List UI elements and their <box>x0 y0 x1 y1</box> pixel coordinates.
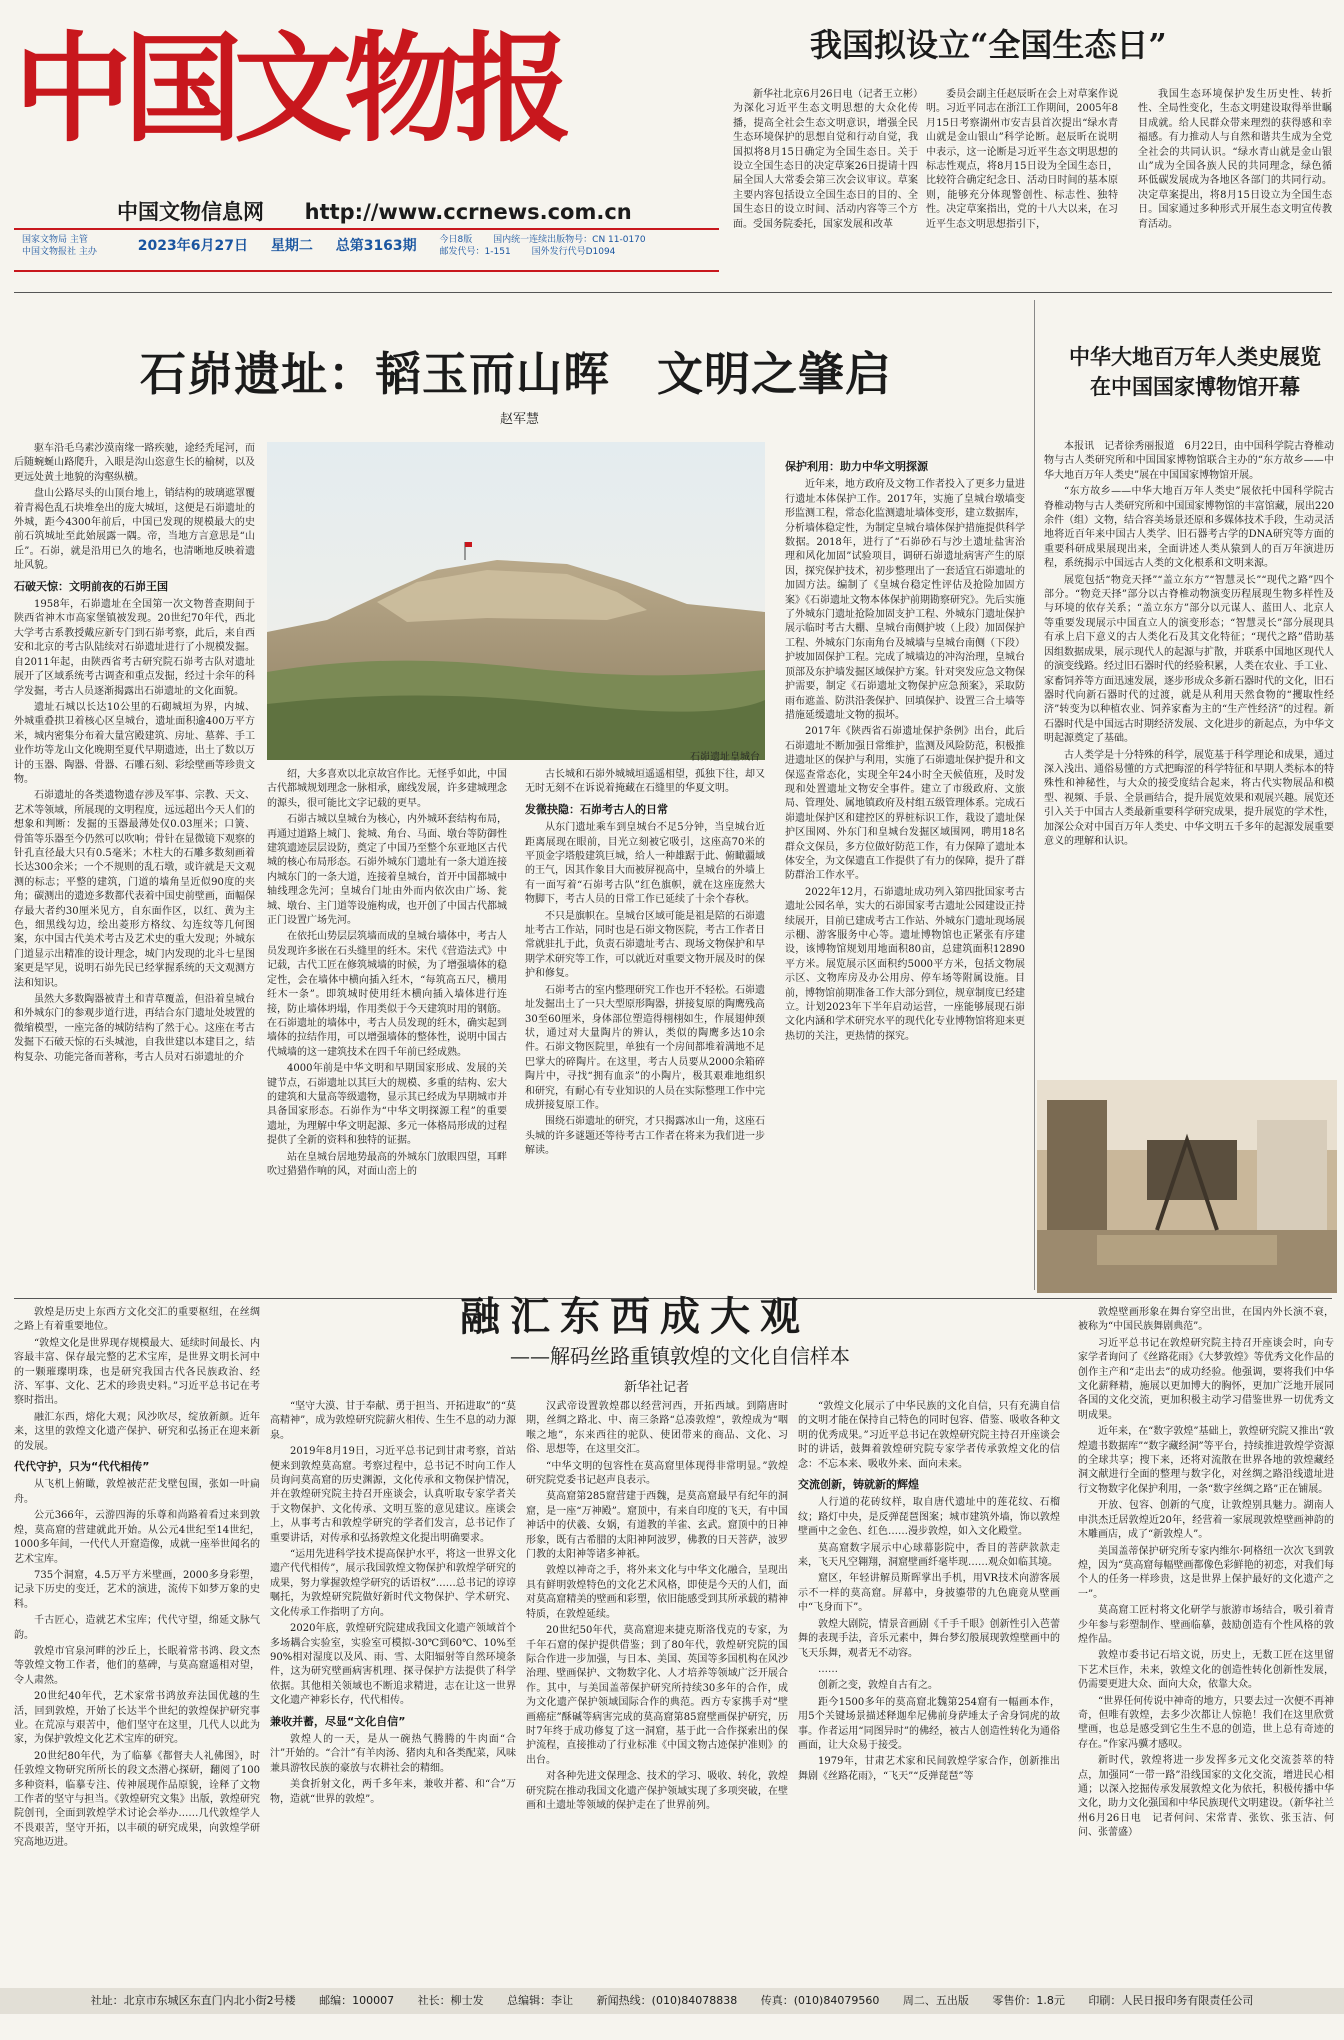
paragraph: 驱车沿毛乌素沙漠南缘一路疾驰，途经秃尾河，而后随蜿蜒山路爬升，入眼是沟山恣意生长的榆树，以及更远处黄土地貌的沟壑纵横。 <box>14 443 255 483</box>
exhibition-hall-image <box>1037 1080 1337 1293</box>
paragraph: 公元366年，云游四海的乐尊和尚路着看过来到敦煌，莫高窟的营建就此开始。从公元4世纪至14世纪，1000多年间，一代代人开窟造像，成就一座举世闻名的艺术宝库。 <box>14 1510 260 1565</box>
paragraph: 敦煌是历史上东西方文化交汇的重要枢纽，在丝绸之路上有着重要地位。 <box>14 1307 260 1333</box>
paragraph: 站在皇城台居地势最高的外城东门放眼四望，耳畔吹过猎猎作响的风，对面山峦上的 <box>267 1151 507 1177</box>
section-heading: 发微抉隐：石峁考古人的日常 <box>525 802 668 816</box>
paragraph: 展览包括“物竞天择”“盖立东方”“智慧灵长”“现代之路”四个部分。“物竞天择”部分以古脊椎动物演变历程展现生物多样性及与环境的依存关系；“盖立东方”部分以元谋人、蓝田人、北京人等重要发现展示中国直立人的演变形态；“智慧灵长”部分展现具有承上启下意义的古人类化石及其文化特征；“现代之路”借助基因组数据成果，展示现代人的起源与扩散，并联系中国地区现代人的演变线路。经过旧石器时代的经验积累，人类在农业、手工业、家畜饲养等方面迅速发展，逐步形成众多新石器时代的文化，旧石器时代向新石器时代的过渡，就是从利用天然食物的“攫取性经济”转变为以种植农业、饲养家畜为主的“生产性经济”的过程。新石器时代是中国远古时期经济发展、文化进步的新起点，为中华文明起源奠定了基础。 <box>1044 574 1334 745</box>
footer-price: 零售价：1.8元 <box>992 1994 1065 2007</box>
paragraph: 新华社北京6月26日电（记者王立彬）为深化习近平生态文明思想的大众化传播，提高全社会生态文明意识，增强全民生态环境保护的思想自觉和行动自觉，我国拟将8月15日确定为全国生态日。关于设立全国生态日的决定草案26日提请十四届全国人大常委会第三次会议审议。草案主要内容包括设立全国生态日的目的、全国生态日的设立时间、活动内容等三个方面。受国务院委托，国家发展和改革 <box>733 89 918 230</box>
paragraph: 不只是旗帜在。皇城台区域可能是祖是陪的石峁遗址考古工作站，同时也是石峁文物医院，考古工作者日常就驻扎于此，负责石峁遗址考古、现场文物保护和早期学术研究等工作，可以就近对重要文物开展及时的保护和修复。 <box>525 910 765 980</box>
paragraph: “运用先进科学技术提高保护水平，将这一世界文化遗产代代相传”，展示我国敦煌文物保护和敦煌学研究的成果，努力掌握敦煌学研究的话语权”……总书记的谆谆嘱托，为敦煌研究院做好新时代文物保护、学术研究、文化传承工作指明了方向。 <box>270 1549 516 1618</box>
issue-number: 总第3163期 <box>335 238 417 254</box>
sponsor-1: 国家文物局 主管 <box>22 235 88 245</box>
paragraph: “敦煌文化是世界现存规模最大、延续时间最长、内容最丰富、保存最完整的艺术宝库，是世界文明长河中的一颗璀璨明珠，也是研究我国古代各民族政治、经济、军事、文化、艺术的珍贵史料。”习近平总书记在考察时指出。 <box>14 1337 260 1407</box>
paragraph: 石峁考古的室内整理研究工作也开不轻松。石峁遗址发掘出土了一只大型原形陶器，拼接复原的陶鹰残高30至60厘米，身体部位塑造得栩栩如生，作展翅伸颈状，通过对大量陶片的辨认，类似的陶鹰多达10余件。石峁文物医院里，单独有一个房间都堆着满地不足巴掌大的碎陶片。在这里，考古人员要从2000余箱碎陶片中，寻找“拥有血亲”的小陶片，极其艰难地组织和研究，有耐心有专业知识的人员在实际整理工作中完成拼接复原工作。 <box>525 984 765 1111</box>
paragraph: “东方故乡——中华大地百万年人类史”展依托中国科学院古脊椎动物与古人类研究所和中国国家博物馆的丰富馆藏，展出220余件（组）文物，结合容美场景还原和多媒体技术手段，生动灵活地将近百年来中国古人类学、旧石器考古学的DNA研究等方面的重要科研成果展现出来，全面讲述人类从猿到人的百万年演进历程，系统揭示中国远古人类的文化根系和文明来源。 <box>1044 486 1334 570</box>
paragraph: 遗址石城以长达10公里的石砌城垣为界，内城、外城重叠拱卫着核心区皇城台，遗址面积逾400万平方米，城内密集分布着大量宫殿建筑、房址、墓葬、手工业作坊等龙山文化晚期至夏代早期遗迹，出土了数以万计的玉器、陶器、骨器、石雕石刻、彩绘壁画等珍贵文物。 <box>14 701 255 785</box>
footer-days: 周二、五出版 <box>902 1994 969 2007</box>
paragraph: “敦煌文化展示了中华民族的文化自信，只有充满自信的文明才能在保持自己特色的同时包容、借鉴、吸收各种文明的优秀成果。”习近平总书记在敦煌研究院主持召开座谈会时的讲话，鼓舞着敦煌研究院专家学者传承敦煌文化的信念：不忘本来、吸收外来、面向未来。 <box>798 1401 1060 1470</box>
site-name: 中国文物信息网 <box>117 200 264 224</box>
section-rule <box>14 292 1332 293</box>
paragraph: 新时代，敦煌将进一步发挥多元文化交流荟萃的特点，加强同“一带一路”沿线国家的文化交流，增进民心相通；以深入挖掘传承发展敦煌文化为依托，积极传播中华文化，助力文化强国和中华民族现代文明建设。（新华社兰州6月26日电 记者何问、宋常青、张钦、张玉洁、何问、张蕾盛） <box>1078 1755 1334 1839</box>
sponsor-2: 中国文物报社 主办 <box>22 247 97 257</box>
masthead-info <box>22 234 672 266</box>
paragraph: 本报讯 记者徐秀丽报道 6月22日，由中国科学院古脊椎动物与古人类研究所和中国国家博物馆联合主办的“东方故乡——中华大地百万年人类史”展在中国国家博物馆开展。 <box>1044 441 1334 481</box>
feature-col-5 <box>1078 1306 1334 1980</box>
paragraph: 古长城和石峁外城城垣遥遥相望，孤独下往，却又无时无刻不在诉说着掩藏在石缝里的华夏文明。 <box>525 769 765 795</box>
paragraph: 盘山公路尽头的山顶台地上，销结构的玻璃遮罩覆着青褐色乱石块堆垒出的庞大城垣，这便是石峁遗址的外城，距今4300年前后，中国已发现的规模最大的史前石筑城址至此始展露一隅。帝，当地方言意思是“山丘”。石峁，就是沿用已久的地名，也清晰地反映着遗址风貌。 <box>14 488 255 572</box>
paragraph: 敦煌市官泉河畔的沙丘上，长眠着常书鸿、段文杰等敦煌文物工作者，他们的墓碑，与莫高窟遥相对望，令人肃然。 <box>14 1645 260 1686</box>
paragraph: 对各种先进文保理念、技术的学习、吸收、转化，敦煌研究院在推动我国文化遗产保护领域实现了多项突破，在壁画和土遗址等领域的保护走在了世界前列。 <box>526 1771 788 1811</box>
paragraph: 人行道的花砖纹样，取自唐代遗址中的莲花纹、石榴纹；路灯中央，是反弹琵琶图案；城市建筑外墙，饰以敦煌壁画中之金色、红色……漫步敦煌，如入文化殿堂。 <box>798 1497 1060 1538</box>
paragraph: 石峁遗址的各类遗物遗存涉及军事、宗教、天文、艺术等领域，所展现的文明程度，远远超出今天人们的想象和判断：发掘的玉器最薄处仅0.03厘米；口簧、骨笛等乐器至今仍然可以吹响；骨针在显微镜下观察的针孔直径最大只有0.5毫米；木柱大的石雕多数刻画着长达300余米；一个不规则的乱石墩，或许就是天文观测的标志；平整的建筑，门道的墙角呈近似90度的夹角；碳测出的遗迹多数都代表着中国史前壁画，面幅保存最大者约30厘米见方，自东面作区，以红、黄为主色，细黑线勾边，绘出菱形方格纹、勾连纹等几何图案，东中国古代美术考古及艺术史的重大发现；外城东门道显示出精准的设计理念，城门内发现的北斗七星图案更是罕见，说明石峁先民已经掌握系统的天文观测方法和知识。 <box>14 790 255 989</box>
newspaper-logo: 中国文物报 <box>14 19 565 158</box>
paragraph: 围绕石峁遗址的研究，才只揭露冰山一角，这座石头城的许多谜题还等待考古工作者在将来为我们进一步解读。 <box>525 1116 765 1157</box>
paragraph: 莫高窟数字展示中心球幕影院中，香目的菩萨款款走来，飞天凡空翱翔，洞窟壁画纤毫毕现……观众如临其境。 <box>798 1542 1060 1569</box>
footer-editor: 总编辑：李让 <box>507 1994 574 2007</box>
site-line <box>117 196 632 226</box>
main-story-author: 赵军慧 <box>500 412 540 427</box>
paragraph: 美国盖蒂保护研究所专家内维尔·阿格纽一次次飞到敦煌，因为“莫高窟每幅壁画都像色彩鲜艳的初恋，对我们每个人的任务一样珍贵，这是世界上保护最好的文化遗产之一”。 <box>1078 1545 1334 1600</box>
section-heading: 交流创新，铸就新的辉煌 <box>798 1478 919 1492</box>
paragraph: 融汇东西，熔化大观；风沙吹尽，绽放新颜。近年来，这里的敦煌文化遗产保护、研究和弘扬正在迎来新的发展。 <box>14 1411 260 1452</box>
photo-caption: 石峁遗址皇城台 <box>690 752 760 763</box>
side-story-title: 中华大地百万年人类史展览在中国国家博物馆开幕 <box>1069 344 1321 399</box>
paragraph: 从东门遗址乘车到皇城台不足5分钟，当皇城台近距离展现在眼前，目光立刻被它吸引，这座高70米的平顶金字塔般建筑巨城，给人一种雄踞于此、俯瞰疆域的王气，因其作象目大而被屏视高中，皇城台的外墙上有一面写着“石峁考古队”红色旗帜，就在这座庞然大物脚下，考古人员的日常工作已延续了十余个春秋。 <box>525 822 765 906</box>
cn-code: 国内统一连续出版物号：CN 11-0170 <box>493 235 646 245</box>
feature-col-1 <box>14 1306 260 1980</box>
paragraph: 4000年前是中华文明和早期国家形成、发展的关键节点，石峁遗址以其巨大的规模、多重的结构、宏大的建筑和大量高等级遗物，显示其已经成为早期城市并具备国家形态。石峁作为“中华文明探源工程”的重要遗址，为理解中华文明起源、多元一体格局形成的过程提供了全新的资料和独特的证据。 <box>267 1063 507 1147</box>
paragraph: 千古匠心，造就艺术宝库；代代守望，绵延文脉气韵。 <box>14 1615 260 1641</box>
masthead-rule-bottom <box>14 270 719 272</box>
paragraph: 20世纪80年代，为了临摹《都督夫人礼佛图》，时任敦煌文物研究所所长的段文杰潜心探研，翻阅了100多种资料，临摹专注、传神展现作品原貌，诠释了文物工作者的坚守与担当。《敦煌研究文集》出版，敦煌研究院创刊，全面到敦煌学术讨论会举办……几代敦煌学人不畏艰苦，坚守开拓，以丰硕的研究成果，向敦煌学研究高地迈进。 <box>14 1750 260 1849</box>
paragraph: 绍，大多喜欢以北京故宫作比。无怪乎如此，中国古代都城规划理念一脉相承，廊线发展，许多建城理念的源头，很可能比文字记载的更早。 <box>267 769 507 809</box>
paragraph: 敦煌市委书记石培文说，历史上，无数工匠在这里留下艺术巨作，未来，敦煌文化的创造性转化创新性发展，仍需要更进大众、面向大众，依靠大众。 <box>1078 1650 1334 1691</box>
exhibition-photo <box>1037 1080 1337 1293</box>
paragraph: 从飞机上俯瞰，敦煌被茫茫戈壁包围，张如一叶扁舟。 <box>14 1479 260 1505</box>
main-story-title: 石峁遗址：韬玉而山晖 文明之肇启 <box>140 347 892 401</box>
top-story-col-1 <box>733 88 918 280</box>
main-story-col-3 <box>525 768 765 1292</box>
paragraph: 敦煌壁画形象在舞台穿空出世，在国内外长演不衰，被称为“中国民族舞剧典范”。 <box>1078 1307 1334 1333</box>
side-story-body <box>1044 440 1334 1070</box>
paragraph: 2022年12月，石峁遗址成功列入第四批国家考古遗址公园名单，实大的石峁国家考古遗址公园建设正持续展开，目前已建成考古工作站、外城东门遗址现场展示棚、游客服务中心等。遗址博物馆也正紧张有序建设，该博物馆规划用地面积80亩，总建筑面积12890平方米。展览展示区面积约5000平方米，包括文物展示区、文物库房及办公用房、停车场等附属设施。目前，博物馆前期准备工作大部分到位，规章制度已经建立。计划2023年下半年启动运营，一座能够展现石峁文化内涵和学术研究水平的现代化专业博物馆将迎来更热切的关注，更热情的探究。 <box>785 886 1025 1042</box>
paragraph: “坚守大漠、甘于奉献、勇于担当、开拓进取”的“莫高精神”，成为敦煌研究院薪火相传、生生不息的动力源泉。 <box>270 1401 516 1441</box>
paragraph: 汉武帝设置敦煌郡以经营河西，开拓西域。到隋唐时期，丝绸之路北、中、南三条路“总凑敦煌”，敦煌成为“咽喉之地”，东来西往的驼队、使团带来的商品、文化、习俗、思想等，在这里交汇。 <box>526 1401 788 1456</box>
paragraph: 古人类学是十分特殊的科学，展览基于科学理论和成果，通过深入浅出、通俗易懂的方式把晦涩的科学特征和早期人类标本的特殊性和神秘性，与大众的接受度结合起来，将古代实物展品和模型、视频、手景、全景画结合，提升展览效果和观展兴趣。展览还引入关于中国古人类最新重要科学研究成果，提升展览的学术性，加深公众对中国百万年人类史、中华文明五千多年的起源发展重要意义的理解和认识。 <box>1044 749 1334 847</box>
paragraph: 在依托山势层层筑墙而成的皇城台墙体中，考古人员发现许多嵌在石头缝里的纴木。宋代《营造法式》中记载，古代工匠在修筑城墙的时候，为了增强墙体的稳定性，会在墙体中横向插入纴木，“每筑高五尺，横用纴木一条”。即筑城时使用纴木横向插入墙体进行连接，防止墙体坍塌，作用类似于今天建筑时用的钢筋。在石峁遗址的墙体中，考古人员发现的纴木，确实起到墙体的拉结作用，可以增强墙体的整体性，说明中国古代城墙的这一建筑技术在四千年前已经成熟。 <box>267 931 507 1058</box>
paragraph: 习近平总书记在敦煌研究院主持召开座谈会时，向专家学者询问了《丝路花雨》《大梦敦煌》等优秀文化作品的创作主产和“走出去”的成功经验。他强调，要将我们中华文化薪释精，施展以更加博大的胸怀，更加广泛地开展同各国的文化交流，更加积极主动学习借鉴世界一切优秀文明成果。 <box>1078 1337 1334 1421</box>
paragraph: 近年来，在“数字敦煌”基础上，敦煌研究院又推出“敦煌遗书数据库”“数字藏经洞”等平台，持续推进敦煌学资源的全球共享；搜下来，还将对流散在世界各地的敦煌藏经洞文献进行全面的整理与数字化，对丝绸之路沿线遗址进行文物数字化保护利用，一条“数字丝绸之路”正在铺展。 <box>1078 1426 1334 1495</box>
footer-address: 社址：北京市东城区东直门内北小街2号楼 <box>90 1994 296 2007</box>
paragraph: 2019年8月19日，习近平总书记到甘肃考察，首站便来到敦煌莫高窟。考察过程中，总书记不时向工作人员询问莫高窟的历史渊源，文化传承和文物保护情况，并在敦煌研究院主持召开座谈会，认真听取专家学者关于文物保护、文化传承、文明互鉴的意见建议。座谈会上，从事考古和敦煌学研究的学者们发言，总书记作了重要讲话，对传承和弘扬敦煌文化提出明确要求。 <box>270 1446 516 1544</box>
publication-codes <box>440 234 664 258</box>
feature-author: 新华社记者 <box>624 1380 690 1395</box>
paragraph: 我国生态环境保护发生历史性、转折性、全局性变化，生态文明建设取得举世瞩目成就。给人民群众带来理烈的获得感和幸福感。有力推动人与自然和谐共生成为全党全社会的共同认识。“绿水青山就是金山银山”成为全国各族人民的共同理念，绿色循环低碳发展成为各地区各部门的共同行动。决定草案提出，将8月15日设立为全国生态日。国家通过多种形式开展生态文明宣传教育活动。 <box>1138 89 1332 230</box>
footer-president: 社长：柳士发 <box>417 1994 484 2007</box>
paragraph: 20世纪50年代，莫高窟迎来捷克斯洛伐克的专家，为千年石窟的保护提供借鉴；到了80年代，敦煌研究院的国际合作进一步加强，与日本、美国、英国等多国机构在风沙治理、壁画保护、文物数字化、人才培养等领域广泛开展合作。其中，与美国盖蒂保护研究所持续30多年的合作，成为文化遗产保护领域国际合作的典范。西方专家携手对“壁画癌症”酥碱等病害完成的莫高窟第85窟壁画保护研究，历时7年终于成功修复了这一洞窟，基于此一合作探索出的保护流程，直接推动了行业标准《中国文物古迹保护准则》的出台。 <box>526 1625 788 1766</box>
footer-postcode: 邮编：100007 <box>319 1994 395 2007</box>
main-story-col-1 <box>14 442 255 1292</box>
site-url[interactable]: http://www.ccrnews.com.cn <box>304 200 632 224</box>
paragraph: 委员会副主任赵辰昕在会上对草案作说明。习近平同志在浙江工作期间，2005年8月15日考察湖州市安吉县首次提出“绿水青山就是金山银山”科学论断。赵辰昕在说明中表示，这一论断是习近平生态文明思想的标志性观点，将8月15日设为全国生态日，比较符合确定纪念日、活动日时间的基本原则，能够充分体现警创性、标志性、独特性。决定草案指出，党的十八大以来，在习近平生态文明思想指引下， <box>926 89 1118 230</box>
paragraph: 莫高窟工匠村将文化研学与旅游市场结合，吸引着青少年参与彩塑制作、壁画临摹，鼓励创造有个性风格的敦煌作品。 <box>1078 1605 1334 1645</box>
feature-col-2 <box>270 1400 516 1980</box>
footer-printer: 印刷：人民日报印务有限责任公司 <box>1088 1994 1254 2007</box>
top-story-col-3 <box>1138 88 1332 280</box>
paragraph: “世界任何传说中神奇的地方，只要去过一次便不再神奇，但唯有敦煌，去多少次都让人惊艳！我们在这里欣赏壁画，也总是感受到它生生不息的创造，世上总有奇迹的存在。”作家冯骥才感叹。 <box>1078 1695 1334 1750</box>
paragraph: 2017年《陕西省石峁遗址保护条例》出台，此后石峁遗址不断加强日常维护，监测及风险防范，积极推进遗址区的保护与利用，实施了石峁遗址保护提升和文保巡查常态化，实现全年24小时全天候值班，及时发现和处置遗址文物安全事件。建立了市级政府、文旅局、管理处、属地镇政府及村组五级管理体系。完成石峁遗址保护区和建控区的界桩标识工作，栽设了遗址保护区围网、外东门和皇城台发掘区域围网，聘用18名群众文保员，多方位做好防范工作，有力保障了遗址本体安全，为文保遗直工作提供了有力的保障，提升了群防群治工作水平。 <box>785 726 1025 882</box>
issue-weekday: 星期二 <box>270 238 313 254</box>
paragraph: “中华文明的包容性在莫高窟里体现得非常明显。”敦煌研究院党委书记赵声良表示。 <box>526 1460 788 1487</box>
paragraph: 石峁古城以皇城台为核心，内外城环套结构布局，再通过道路上城门、瓮城、角台、马面、墩台等防御性建筑遗迹层层设防，奠定了中国乃至整个东亚地区古代城的核心布局形态。石峁外城东门遗址有一条大道连接内城东门的一条大道，连接着皇城台，首开中国都城中轴线理念先河；皇城台门址由外而内依次由广场、瓮城、墩台、主门道等设施构成，也开创了中国古代都城正门设置广场先河。 <box>267 814 507 927</box>
sponsors <box>22 234 115 258</box>
section-heading: 石破天惊：文明前夜的石峁王国 <box>14 579 168 593</box>
issue-date: 2023年6月27日 <box>137 238 248 254</box>
paragraph: …… <box>818 1663 838 1675</box>
paragraph: 开放、包容、创新的气度，让敦煌别具魅力。湖南人申洪杰迁居敦煌近20年，经营着一家展现敦煌壁画神韵的木雕画店，成了“新敦煌人”。 <box>1078 1500 1334 1541</box>
paragraph: 1979年，甘肃艺术家和民间敦煌学家合作，创新推出舞剧《丝路花雨》，“飞天”“反弹琵琶”等 <box>798 1756 1060 1782</box>
top-story-col-2 <box>926 88 1118 280</box>
paragraph: 美食折射文化，两千多年来，兼收并蓄、和“合”万物，造就“世界的敦煌”。 <box>270 1779 516 1805</box>
main-story-col-4 <box>785 454 1025 1292</box>
paragraph: 20世纪40年代，艺术家常书鸿放弃法国优越的生活，回到敦煌，开始了长达半个世纪的敦煌保护研究事业。在荒凉与艰苦中，他们坚守在这里，几代人以此为家，为保护敦煌文化艺术宝库的研究。 <box>14 1691 260 1746</box>
masthead <box>14 14 574 164</box>
feature-col-3 <box>526 1400 788 1980</box>
site-photo <box>267 442 765 760</box>
column-rule <box>1034 300 1035 1290</box>
masthead-rule <box>14 228 719 230</box>
page-count: 今日8版 <box>439 235 473 245</box>
paragraph: 敦煌人的一天，是从一碗热气腾腾的牛肉面“合汁”开始的。“合汁”有羊肉汤、猪肉丸和各类配菜，风味兼具游牧民族的豪放与农耕社会的精细。 <box>270 1733 516 1774</box>
footer-news-tel: 新闻热线：(010)84078838 <box>596 1994 738 2007</box>
paragraph: 1958年，石峁遗址在全国第一次文物普查期间于陕西省神木市高家堡镇被发现。20世纪70年代，西北大学考古系教授戴应新专门到石峁考察，此后，来自西安和北京的考古队陆续对石峁遗址进行了小规模发掘。自2011年起，由陕西省考古研究院石峁考古队对遗址展开了区域系统考古调查和重点发掘，经过十余年的科学发掘，考古人员逐渐揭露出石峁遗址的文化面貌。 <box>14 599 255 697</box>
footer <box>0 1988 1344 2014</box>
footer-fax: 传真：(010)84079560 <box>760 1994 880 2007</box>
paragraph: 2020年底，敦煌研究院建成我国文化遗产领域首个多场耦合实验室，实验室可模拟-30℃到60℃、10%至90%相对湿度以及风、雨、雪、太阳辐射等自然环境条件，这为研究壁画病害机理、探寻保护方法提供了科学依据。其他相关领域也不断追求精进，志在让这一世界文化遗产神彩长存，代代相传。 <box>270 1623 516 1707</box>
paragraph: 创新之变，敦煌自古有之。 <box>818 1680 938 1692</box>
paragraph: 距今1500多年的莫高窟北魏第254窟有一幅画本作，用5个关键场景描述释迦牟尼佛前身萨埵太子舍身饲虎的故事。作者运用“同图异时”的佛经，被古人创造性转化为通俗画面，让大众易于接受。 <box>798 1696 1060 1751</box>
paragraph: 虽然大多数陶器被青土和青草覆盖，但沿着皇城台和外城东门的参观步道行进，再结合东门遗址处坡置的微缩模型，一座完备的城防结构了然于心。这座在考古发掘下石破天惊的石头城池，自我世建以本建目之，结构复杂、功能完备而著称，考古人员对石峁遗址的介 <box>14 994 255 1063</box>
post-code: 邮发代号：1-151 <box>439 247 511 257</box>
main-story-col-2 <box>267 768 507 1292</box>
paragraph: 敦煌大剧院，情景音画剧《千手千眼》创新性引入芭蕾舞的表现手法，音乐元素中，舞台梦幻般展现敦煌壁画中的飞天乐舞，观者无不动容。 <box>798 1618 1060 1659</box>
feature-title: 融汇东西成大观 <box>460 1293 810 1340</box>
paragraph: 窟区，年轻讲解员斯晖掌出手机，用VR技术向游客展示不一样的莫高窟。屏幕中，身披鎏带的九色鹿竟从壁画中“飞身而下”。 <box>798 1573 1060 1614</box>
feature-col-4 <box>798 1400 1060 1980</box>
overseas-code: 国外发行代号D1094 <box>531 247 616 257</box>
shimao-site-image <box>267 442 765 760</box>
top-story-title: 我国拟设立“全国生态日” <box>810 26 1167 64</box>
paragraph: 莫高窟第285窟营建于西魏，是莫高窟最早有纪年的洞窟，是一座“万神殿”。窟顶中，有来自印度的飞天，有中国神话中的伏羲、女娲，有道教的羊雀、玄武。窟顶中的日神形象，既有古希腊的太阳神阿波罗，佛教的日天菩萨，波罗门教的太阳神等诸多神祇。 <box>526 1491 788 1561</box>
section-heading: 代代守护，只为“代代相传” <box>14 1460 150 1474</box>
paragraph: 近年来，地方政府及文物工作者投入了更多力量进行遗址本体保护工作。2017年，实施了皇城台墩墙变形监测工程，常态化监测遗址墙体变形，建立数据库，分析墙体稳定性，为制定皇城台墙体保护措施提供科学数据。2018年，进行了“石峁砂石与沙土遗址盐害治理和风化加固”试验项目，调研石峁遗址病害产生的原因，探究保护技术，初步整理出了一套适宜石峁遗址的加固方法。编制了《皇城台稳定性评估及抢险加固方案》《石峁遗址文物本体保护前期勘察研究》。先后实施了外城东门遗址抢险加固支护工程、外城东门遗址保护展示临时考古大棚、皇城台南侧护坡（上段）加固保护工程、外城东门东南角台及城墙与皇城台南侧（下段）护坡加固保护工程。完成了城墙边的冲沟治理，皇城台顶部及东护墙发掘区域保护方案。针对突发应急文物保护需要，制定《石峁遗址文物保护应急预案》，采取防雨布遮盖、防洪沿袭保护、回填保护、设置三合土墙等措施延缓遗址文物的损坏。 <box>785 479 1025 721</box>
feature-subtitle: ——解码丝路重镇敦煌的文化自信样本 <box>510 1344 850 1368</box>
section-heading: 保护利用：助力中华文明探源 <box>785 460 928 473</box>
paragraph: 敦煌以神奇之手，将外来文化与中华文化融合，呈现出具有鲜明敦煌特色的文化艺术风格，即使是今天的人们，面对莫高窟精美的壁画和彩塑，依旧能感受到其所承载的精神特质，在敦煌延续。 <box>526 1565 788 1620</box>
section-heading: 兼收并蓄，尽显“文化自信” <box>270 1714 406 1728</box>
paragraph: 735个洞窟，4.5万平方米壁画，2000多身彩塑，记录下历史的变迁，艺术的演进，流传下如梦万象的史料。 <box>14 1569 260 1610</box>
